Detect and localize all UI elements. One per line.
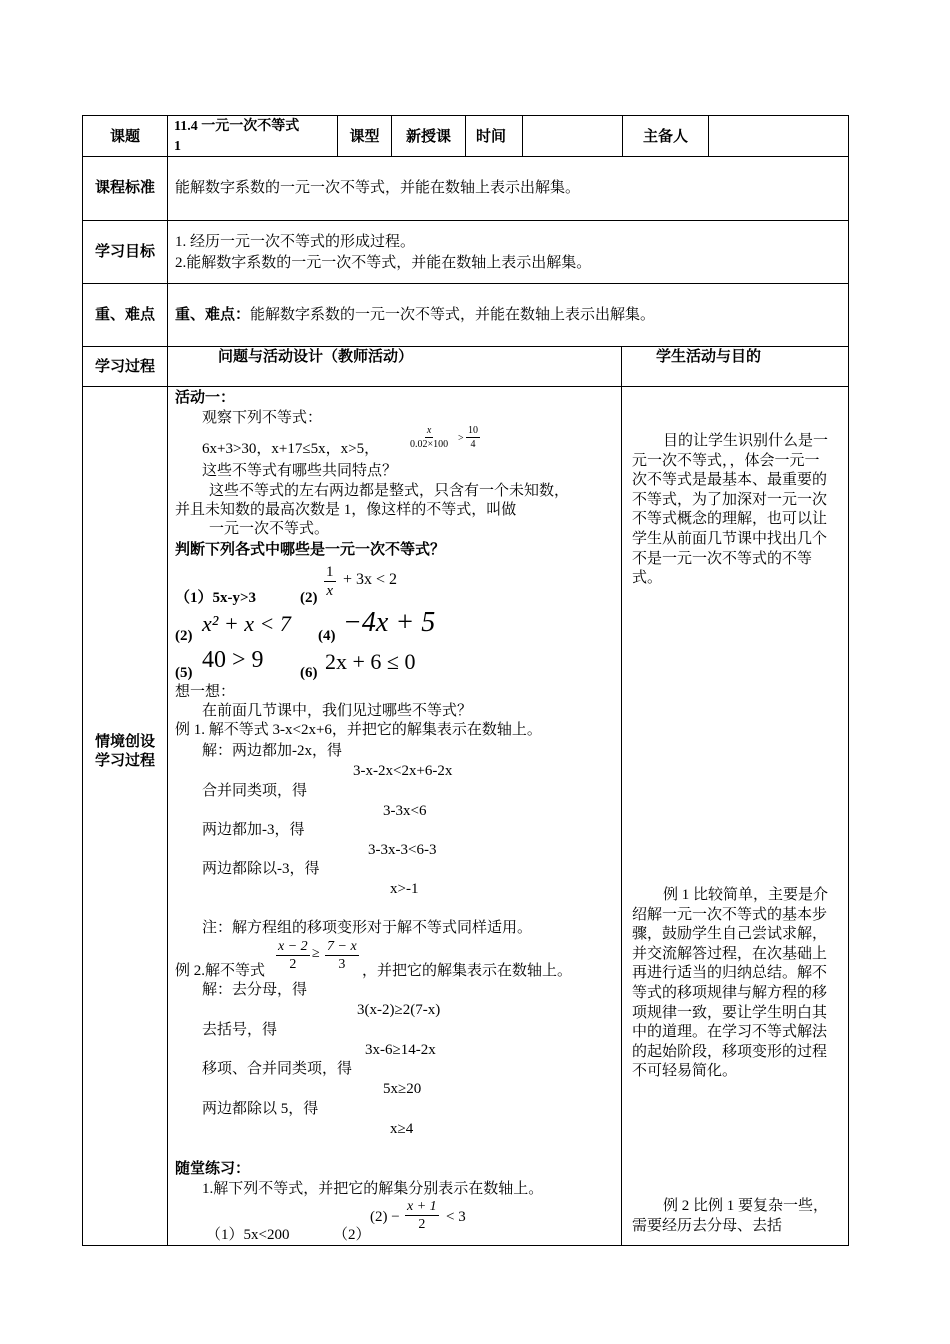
standard-label: 课程标准 — [94, 180, 155, 196]
fraction-1-over-x — [324, 563, 336, 600]
example-2-step-1: 解：去分母，得 — [202, 982, 308, 998]
explanation-line-2: 并且未知数的最高次数是 1，像这样的不等式，叫做 — [175, 502, 517, 518]
example-1-step-1: 解：两边都加-2x，得 — [202, 743, 342, 759]
row-divider — [82, 220, 849, 221]
fraction-denominator: 2 — [418, 1217, 426, 1232]
fraction-numerator: 10 — [468, 425, 478, 436]
header-col-divider — [708, 115, 709, 157]
example-2-eq-4: x≥4 — [390, 1121, 414, 1137]
practice-item-2-label: （2） — [333, 1227, 371, 1243]
activity-one-title: 活动一： — [175, 390, 236, 406]
example-1-title: 例 1. 解不等式 3-x<2x+6，并把它的解集表示在数轴上。 — [175, 722, 542, 738]
key-body: 能解数字系数的一元一次不等式，并能在数轴上表示出解集。 — [250, 307, 656, 323]
example-2-eq-1: 3(x-2)≥2(7-x) — [357, 1002, 441, 1018]
label-kexing: 课型 — [349, 129, 380, 145]
row-divider — [82, 386, 849, 387]
scene-label-1: 情境创设 — [94, 734, 155, 750]
judge-item-6-label: (6) — [300, 665, 318, 681]
observe-text: 观察下列不等式： — [202, 410, 323, 426]
judge-item-4-label: (4) — [318, 628, 336, 644]
row-divider — [82, 346, 849, 347]
example-2-eq-2: 3x-6≥14-2x — [365, 1042, 436, 1058]
example-1-eq-1: 3-x-2x<2x+6-2x — [353, 763, 453, 779]
judge-item-5-expr: 40 > 9 — [202, 647, 264, 673]
scene-label-2: 学习过程 — [94, 753, 155, 769]
fraction-denominator: 2 — [289, 957, 297, 972]
practice-question: 1.解下列不等式，并把它的解集分别表示在数轴上。 — [202, 1181, 544, 1197]
process-label: 学习过程 — [94, 359, 155, 375]
table-border-right — [848, 115, 849, 1246]
header-col-divider — [465, 115, 466, 157]
fraction-numerator: 1 — [326, 564, 334, 580]
practice-item-2-rest: < 3 — [446, 1209, 466, 1225]
keti-value-line2: 1 — [174, 139, 181, 154]
greater-than-sign: > — [458, 433, 464, 444]
example-2-eq-3: 5x≥20 — [383, 1081, 422, 1097]
row-divider — [82, 283, 849, 284]
header-col-divider — [522, 115, 523, 157]
fraction-denominator: 4 — [470, 439, 476, 450]
label-time: 时间 — [476, 129, 507, 145]
label-column-divider — [167, 115, 168, 1246]
fraction-denominator: x — [326, 583, 334, 599]
label-owner: 主备人 — [642, 129, 688, 145]
judge-item-1: （1）5x-y>3 — [175, 590, 257, 606]
student-column-divider — [621, 346, 622, 1246]
example-1-eq-3: 3-3x-3<6-3 — [368, 842, 437, 858]
judge-item-3-expr: x² + x < 7 — [202, 611, 291, 636]
example-2-step-4: 两边都除以 5，得 — [202, 1101, 319, 1117]
example-2-step-2: 去括号，得 — [202, 1022, 278, 1038]
example-1-eq-2: 3-3x<6 — [383, 803, 427, 819]
fraction-x-minus-2-over-2 — [276, 938, 310, 973]
judge-item-2-expr: + 3x < 2 — [343, 571, 398, 588]
judge-item-5-label: (5) — [175, 665, 193, 681]
goal-line-2: 2.能解数字系数的一元一次不等式，并能在数轴上表示出解集。 — [175, 255, 592, 271]
student-note-3: 例 2 比例 1 要复杂一些，需要经历去分母、去括 — [632, 1198, 829, 1234]
practice-item-1: （1）5x<200 — [206, 1227, 290, 1243]
fraction-numerator: 7 − x — [327, 939, 357, 954]
fraction-numerator: x − 2 — [278, 939, 308, 954]
common-features-question: 这些不等式有哪些共同特点？ — [202, 463, 398, 479]
example-2-step-3: 移项、合并同类项，得 — [202, 1061, 353, 1077]
goal-line-1: 1. 经历一元一次不等式的形成过程。 — [175, 234, 416, 250]
student-note-1: 目的让学生识别什么是一元一次不等式，，体会一元一次不等式是最基本、最重要的不等式，为了加深对一元一次不等式概念的理解，也可以让学生从前面几节课中找出几个不是一元一次不等式的不等式。 — [632, 433, 829, 587]
judge-item-4-expr: −4x + 5 — [343, 607, 436, 638]
practice-title: 随堂练习： — [175, 1161, 251, 1177]
kexing-value: 新授课 — [405, 129, 451, 145]
example-1-step-2: 合并同类项，得 — [202, 783, 308, 799]
student-note-2: 例 1 比较简单，主要是介绍解一元一次不等式的基本步骤，鼓励学生自己尝试求解，并交流解答过程，在次基础上再进行适当的归纳总结。解不等式的移项规律与解方程的移项规律一致，要让学生明白其中的道理。在学习不等式解法的起始阶段，移项变形的过程不可轻易简化。 — [632, 887, 829, 1080]
table-border-bottom — [82, 1245, 849, 1246]
practice-item-2-prefix: (2) − — [370, 1209, 400, 1225]
example-2-prefix: 例 2.解不等式 — [175, 963, 266, 979]
fraction-numerator: x — [426, 425, 432, 436]
key-text — [175, 306, 655, 324]
keti-value-line1: 11.4 一元一次不等式 — [174, 119, 300, 134]
explanation-line-1: 这些不等式的左右两边都是整式，只含有一个未知数， — [209, 483, 570, 499]
think-question: 在前面几节课中，我们见过哪些不等式？ — [202, 703, 473, 719]
note-text: 注：解方程组的移项变形对于解不等式同样适用。 — [202, 920, 533, 936]
table-border-left — [82, 115, 83, 1246]
judge-question: 判断下列各式中哪些是一元一次不等式？ — [175, 542, 446, 558]
judge-item-2-label: (2) — [300, 590, 318, 606]
judge-item-3-label: (2) — [175, 628, 193, 644]
fraction-x-over-002x100 — [408, 424, 450, 451]
key-bold-prefix: 重、难点： — [175, 307, 251, 323]
example-1-eq-4: x>-1 — [390, 881, 419, 897]
greater-equal-sign: ≥ — [312, 946, 320, 961]
example-1-step-4: 两边都除以-3，得 — [202, 861, 320, 877]
key-label: 重、难点 — [94, 307, 155, 323]
fraction-denominator: 0.02×100 — [410, 439, 449, 450]
fraction-10-over-4 — [466, 424, 480, 451]
judge-item-6-expr: 2x + 6 ≤ 0 — [325, 649, 416, 674]
fraction-x-plus-1-over-2 — [405, 1198, 439, 1233]
label-keti: 课题 — [109, 129, 140, 145]
fraction-denominator: 3 — [338, 957, 346, 972]
fraction-7-minus-x-over-3 — [325, 938, 359, 973]
student-header: 学生活动与目的 — [656, 349, 762, 365]
explanation-line-3: 一元一次不等式。 — [209, 521, 330, 537]
standard-text: 能解数字系数的一元一次不等式，并能在数轴上表示出解集。 — [175, 180, 581, 196]
inequality-list: 6x+3>30，x+17≤5x，x>5， — [202, 441, 380, 457]
example-2-suffix: ，并把它的解集表示在数轴上。 — [362, 963, 573, 979]
teacher-header: 问题与活动设计（教师活动） — [218, 349, 414, 365]
fraction-numerator: x + 1 — [407, 1199, 437, 1214]
goal-label: 学习目标 — [94, 244, 155, 260]
example-1-step-3: 两边都加-3，得 — [202, 822, 305, 838]
think-title: 想一想： — [175, 684, 236, 700]
